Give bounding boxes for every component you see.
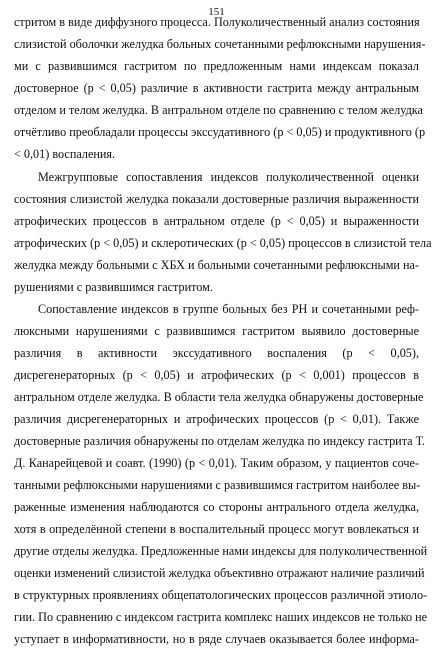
- text-line: раженные изменения наблюдаются со стороны антрального отдела желудка,: [14, 500, 419, 514]
- text-line: оценки изменений слизистой желудка объективно отражают наличие различий: [14, 566, 425, 580]
- text-line: слизистой оболочки желудка больных сочетанными рефлюксными нарушения-: [14, 37, 426, 51]
- text-line: атрофических процессов в антральном отделе (р < 0,05) и выраженности: [14, 214, 419, 228]
- text-line: достоверное (р < 0,05) различие в активности гастрита между антральным: [14, 81, 419, 95]
- text-line: гии. По сравнению с индексом гастрита комплекс наших индексов не только не: [14, 610, 428, 624]
- text-line: другие отделы желудка. Предложенные нами индексы для полуколичественной: [14, 544, 428, 558]
- text-line: < 0,01) воспаления.: [14, 147, 116, 161]
- text-line: желудка между больными с ХБХ и больными сочетанными рефлюксными на-: [14, 258, 419, 272]
- text-line: хотя в определённой степени в воспалительный процесс могут вовлекаться и: [14, 522, 419, 536]
- text-line: Сопоставление индексов в группе больных без РН и сочетанными реф-: [38, 302, 419, 316]
- text-line: атрофических (р < 0,05) и склеротических (р < 0,05) процессов в слизистой тела: [14, 236, 432, 250]
- text-line: различия в активности экссудативного воспаления (р < 0,05),: [14, 346, 419, 360]
- text-line: ми с развившимся гастритом по предложенным нами индексам показал: [14, 59, 419, 73]
- page-number: 151: [208, 6, 225, 18]
- text-line: стритом в виде диффузного процесса. Полуколичественный анализ состояния: [14, 15, 420, 29]
- text-line: танными рефлюксными нарушениями с развившимся гастритом наиболее вы-: [14, 478, 421, 492]
- text-line: в структурных проявлениях общепатологических процессов различной этиоло-: [14, 588, 428, 602]
- text-line: состояния слизистой желудка показали достоверные различия выраженности: [14, 192, 419, 206]
- text-line: дисрегенераторных (р < 0,05) и атрофических (р < 0,001) процессов в: [14, 368, 419, 382]
- text-line: уступает в информативности, но в ряде случаев оказывается более информа-: [14, 632, 419, 646]
- text-line: антральном отделе желудка. В области тела желудка обнаружены достоверные: [14, 390, 424, 404]
- text-line: рушениями с развившимся гастритом.: [14, 280, 213, 294]
- text-line: Межгрупповые сопоставления индексов полуколичественной оценки: [38, 170, 419, 184]
- text-line: достоверные различия обнаружены по отделам желудка по индексу гастрита Т.: [14, 434, 425, 448]
- text-line: Д. Канарейцевой и соавт. (1990) (р < 0,01). Таким образом, у пациентов соче-: [14, 456, 419, 470]
- text-line: отделом и телом желудка. В антральном отделе по сравнению с телом желудка: [14, 103, 423, 117]
- text-line: люксными нарушениями с развившимся гастритом выявило достоверные: [14, 324, 419, 338]
- text-line: различия дисрегенераторных и атрофических процессов (р < 0,01). Также: [14, 412, 419, 426]
- text-line: отчётливо преобладали процессы экссудативного (р < 0,05) и продуктивного (р: [14, 125, 426, 139]
